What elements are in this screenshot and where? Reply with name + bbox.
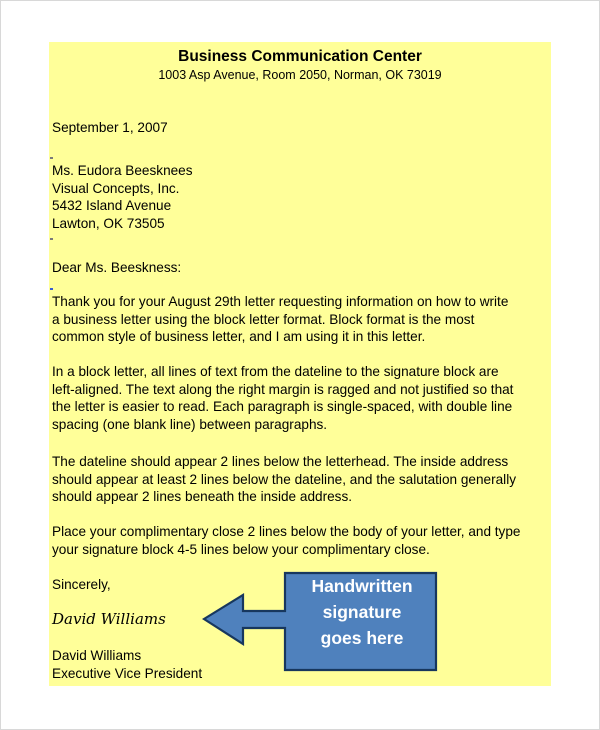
letterhead-company: Business Communication Center (178, 48, 422, 65)
body-paragraph-3 (52, 453, 516, 506)
body-paragraph-2 (52, 363, 513, 433)
body-line: spacing (one blank line) between paragraphs. (52, 416, 328, 432)
body-line: In a block letter, all lines of text from the dateline to the signature block are (52, 364, 499, 379)
handwritten-signature: David Williams (52, 610, 166, 628)
body-line: the letter is easier to read. Each paragraph is single-spaced, with double line (52, 399, 513, 415)
callout-label (286, 573, 438, 651)
signer-name: David Williams (52, 648, 142, 663)
body-line: common style of business letter, and I am using it in this letter. (52, 329, 426, 345)
body-line: a business letter using the block letter format. Block format is the most (52, 311, 475, 327)
inside-address-line: Ms. Eudora Beesknees (52, 163, 193, 178)
inside-address-line: 5432 Island Avenue (52, 198, 172, 214)
body-line: The dateline should appear 2 lines below the letterhead. The inside address (52, 454, 509, 469)
body-line: Thank you for your August 29th letter requesting information on how to write (52, 294, 509, 309)
dateline: September 1, 2007 (52, 120, 168, 135)
inside-address (52, 162, 193, 232)
signer-title: Executive Vice President (52, 666, 203, 681)
complimentary-close: Sincerely, (52, 577, 111, 592)
body-paragraph-4 (52, 523, 520, 558)
body-line: Place your complimentary close 2 lines below the body of your letter, and type (52, 524, 521, 539)
salutation: Dear Ms. Beeskness: (52, 260, 182, 275)
callout-line: Handwritten (311, 576, 413, 596)
letter-page (49, 42, 551, 686)
inside-address-line: Visual Concepts, Inc. (52, 180, 180, 196)
paragraph-mark (50, 157, 53, 159)
callout-line: signature (322, 602, 402, 622)
inside-address-line: Lawton, OK 73505 (52, 215, 165, 231)
body-paragraph-1 (52, 293, 508, 346)
body-line: your signature block 4-5 lines below your complimentary close. (52, 541, 430, 557)
body-line: should appear 2 lines beneath the inside address. (52, 489, 353, 505)
paragraph-mark (50, 288, 53, 290)
body-line: should appear at least 2 lines below the dateline, and the salutation generally (52, 471, 517, 487)
letterhead-address: 1003 Asp Avenue, Room 2050, Norman, OK 73019 (158, 68, 442, 82)
paragraph-mark (50, 238, 53, 240)
callout-line: goes here (320, 628, 404, 648)
body-line: left-aligned. The text along the right margin is ragged and not justified so that (52, 381, 514, 397)
